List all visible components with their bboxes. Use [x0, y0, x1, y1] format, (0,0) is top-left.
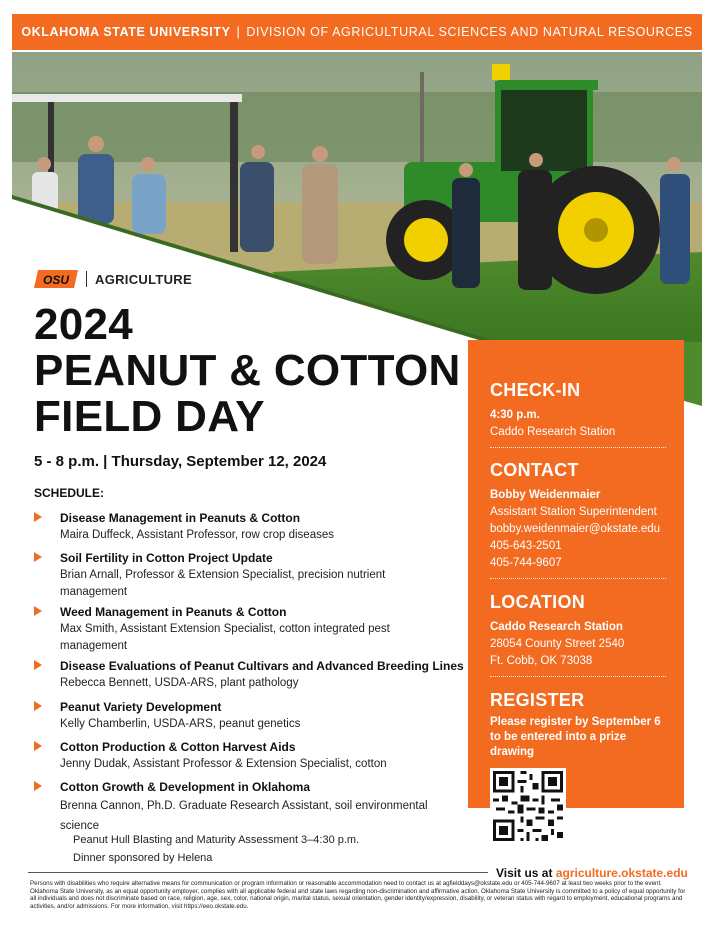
- extra-dinner: Dinner sponsored by Helena: [73, 852, 213, 864]
- schedule-item: [34, 511, 454, 544]
- contact-phone-1[interactable]: 405-643-2501: [490, 540, 562, 552]
- info-sidebar: [468, 340, 684, 808]
- logo-divider: [86, 271, 87, 287]
- bullet-arrow-icon: [34, 660, 42, 670]
- contact-name: Bobby Weidenmaier: [490, 489, 601, 501]
- location-section: [490, 592, 670, 677]
- bullet-arrow-icon: [34, 606, 42, 616]
- session-title: Soil Fertility in Cotton Project Update: [60, 551, 273, 565]
- checkin-heading: CHECK-IN: [490, 380, 581, 400]
- title-line-year: 2024: [34, 300, 134, 349]
- event-datetime: 5 - 8 p.m. | Thursday, September 12, 2024: [34, 453, 327, 470]
- session-title: Weed Management in Peanuts & Cotton: [60, 605, 287, 619]
- schedule-item: [34, 605, 454, 655]
- title-line-name: PEANUT & COTTON: [34, 346, 461, 395]
- event-title: [34, 302, 461, 440]
- extra-activity: Peanut Hull Blasting and Maturity Assessment 3–4:30 p.m.: [73, 834, 360, 846]
- visit-prefix: Visit us at: [496, 866, 553, 880]
- checkin-place: Caddo Research Station: [490, 426, 616, 438]
- session-speaker: Jenny Dudak, Assistant Professor & Extension Specialist, cotton: [60, 758, 387, 770]
- session-speaker: Brian Arnall, Professor & Extension Specialist, precision nutrient management: [60, 569, 386, 598]
- register-line-3: drawing: [490, 746, 535, 758]
- contact-section: [490, 460, 670, 579]
- contact-email[interactable]: bobby.weidenmaier@okstate.edu: [490, 523, 661, 535]
- location-street: 28054 County Street 2540: [490, 638, 625, 650]
- session-title: Disease Evaluations of Peanut Cultivars and Advanced Breeding Lines: [60, 659, 464, 673]
- contact-heading: CONTACT: [490, 460, 579, 480]
- session-title: Disease Management in Peanuts & Cotton: [60, 511, 301, 525]
- bullet-arrow-icon: [34, 741, 42, 751]
- session-speaker: Brenna Cannon, Ph.D. Graduate Research Assistant, soil environmental science: [60, 800, 428, 832]
- register-line-2: to be entered into a prize: [490, 731, 627, 743]
- division-name: DIVISION OF AGRICULTURAL SCIENCES AND NATURAL RESOURCES: [246, 25, 693, 39]
- location-city: Ft. Cobb, OK 73038: [490, 655, 593, 667]
- bullet-arrow-icon: [34, 552, 42, 562]
- checkin-section: [490, 380, 670, 448]
- session-speaker: Maira Duffeck, Assistant Professor, row crop diseases: [60, 529, 334, 541]
- osu-logo-text: OSU: [42, 273, 70, 287]
- osu-logo-icon: [34, 270, 78, 288]
- contact-phone-2[interactable]: 405-744-9607: [490, 557, 562, 569]
- session-title: Peanut Variety Development: [60, 700, 222, 714]
- register-heading: REGISTER: [490, 690, 585, 710]
- session-speaker: Kelly Chamberlin, USDA-ARS, peanut genetics: [60, 718, 301, 730]
- schedule-item: [34, 659, 464, 692]
- bullet-arrow-icon: [34, 701, 42, 711]
- footer-rule: [28, 872, 488, 873]
- session-title: Cotton Production & Cotton Harvest Aids: [60, 740, 296, 754]
- schedule-item: [34, 780, 454, 836]
- divider: [490, 676, 666, 677]
- contact-role: Assistant Station Superintendent: [490, 506, 657, 518]
- unit-name: AGRICULTURE: [95, 271, 192, 287]
- visit-line: [496, 866, 688, 880]
- schedule-heading: SCHEDULE:: [34, 486, 105, 500]
- fine-print: [30, 880, 690, 910]
- header-banner: [12, 14, 702, 50]
- divider: [490, 578, 666, 579]
- register-section: [490, 690, 670, 760]
- checkin-time: 4:30 p.m.: [490, 409, 540, 421]
- location-heading: LOCATION: [490, 592, 586, 612]
- schedule-item: [34, 551, 454, 601]
- accommodation-notice: Persons with disabilities who require alternative means for communication or program information or reasonable accommodation need to contact us at agfielddays@okstate.edu or 405-744-9607 at least two weeks prior to the event.: [30, 880, 662, 887]
- brand-logo: [34, 270, 192, 288]
- location-name: Caddo Research Station: [490, 621, 623, 633]
- header-separator: |: [236, 25, 241, 39]
- register-qr-code[interactable]: [490, 768, 566, 844]
- qr-code-icon: [490, 768, 566, 844]
- eeo-statement: Oklahoma State University, as an equal opportunity employer, complies with all applicable federal and state laws regarding non-discrimination and affirmative action. Oklahoma State University is committed to a policy of equal opportunity for all individuals and does not discriminate based on race, religion, age, sex, color, national origin, marital status, sexual orientation, gender identity/expression, disability, or veteran status with regard to employment, educational programs and activities, and/or admissions. For more information, visit https://eeo.okstate.edu.: [30, 887, 686, 910]
- university-name: OKLAHOMA STATE UNIVERSITY: [21, 25, 231, 39]
- visit-url-link[interactable]: agriculture.okstate.edu: [555, 866, 688, 880]
- session-title: Cotton Growth & Development in Oklahoma: [60, 780, 311, 794]
- divider: [490, 447, 666, 448]
- schedule-item: [34, 700, 454, 733]
- register-line-1: Please register by September 6: [490, 716, 661, 728]
- title-line-type: FIELD DAY: [34, 392, 265, 441]
- bullet-arrow-icon: [34, 781, 42, 791]
- schedule-item: [34, 740, 454, 773]
- session-speaker: Rebecca Bennett, USDA-ARS, plant pathology: [60, 677, 299, 689]
- bullet-arrow-icon: [34, 512, 42, 522]
- session-speaker: Max Smith, Assistant Extension Specialist, cotton integrated pest management: [60, 623, 390, 652]
